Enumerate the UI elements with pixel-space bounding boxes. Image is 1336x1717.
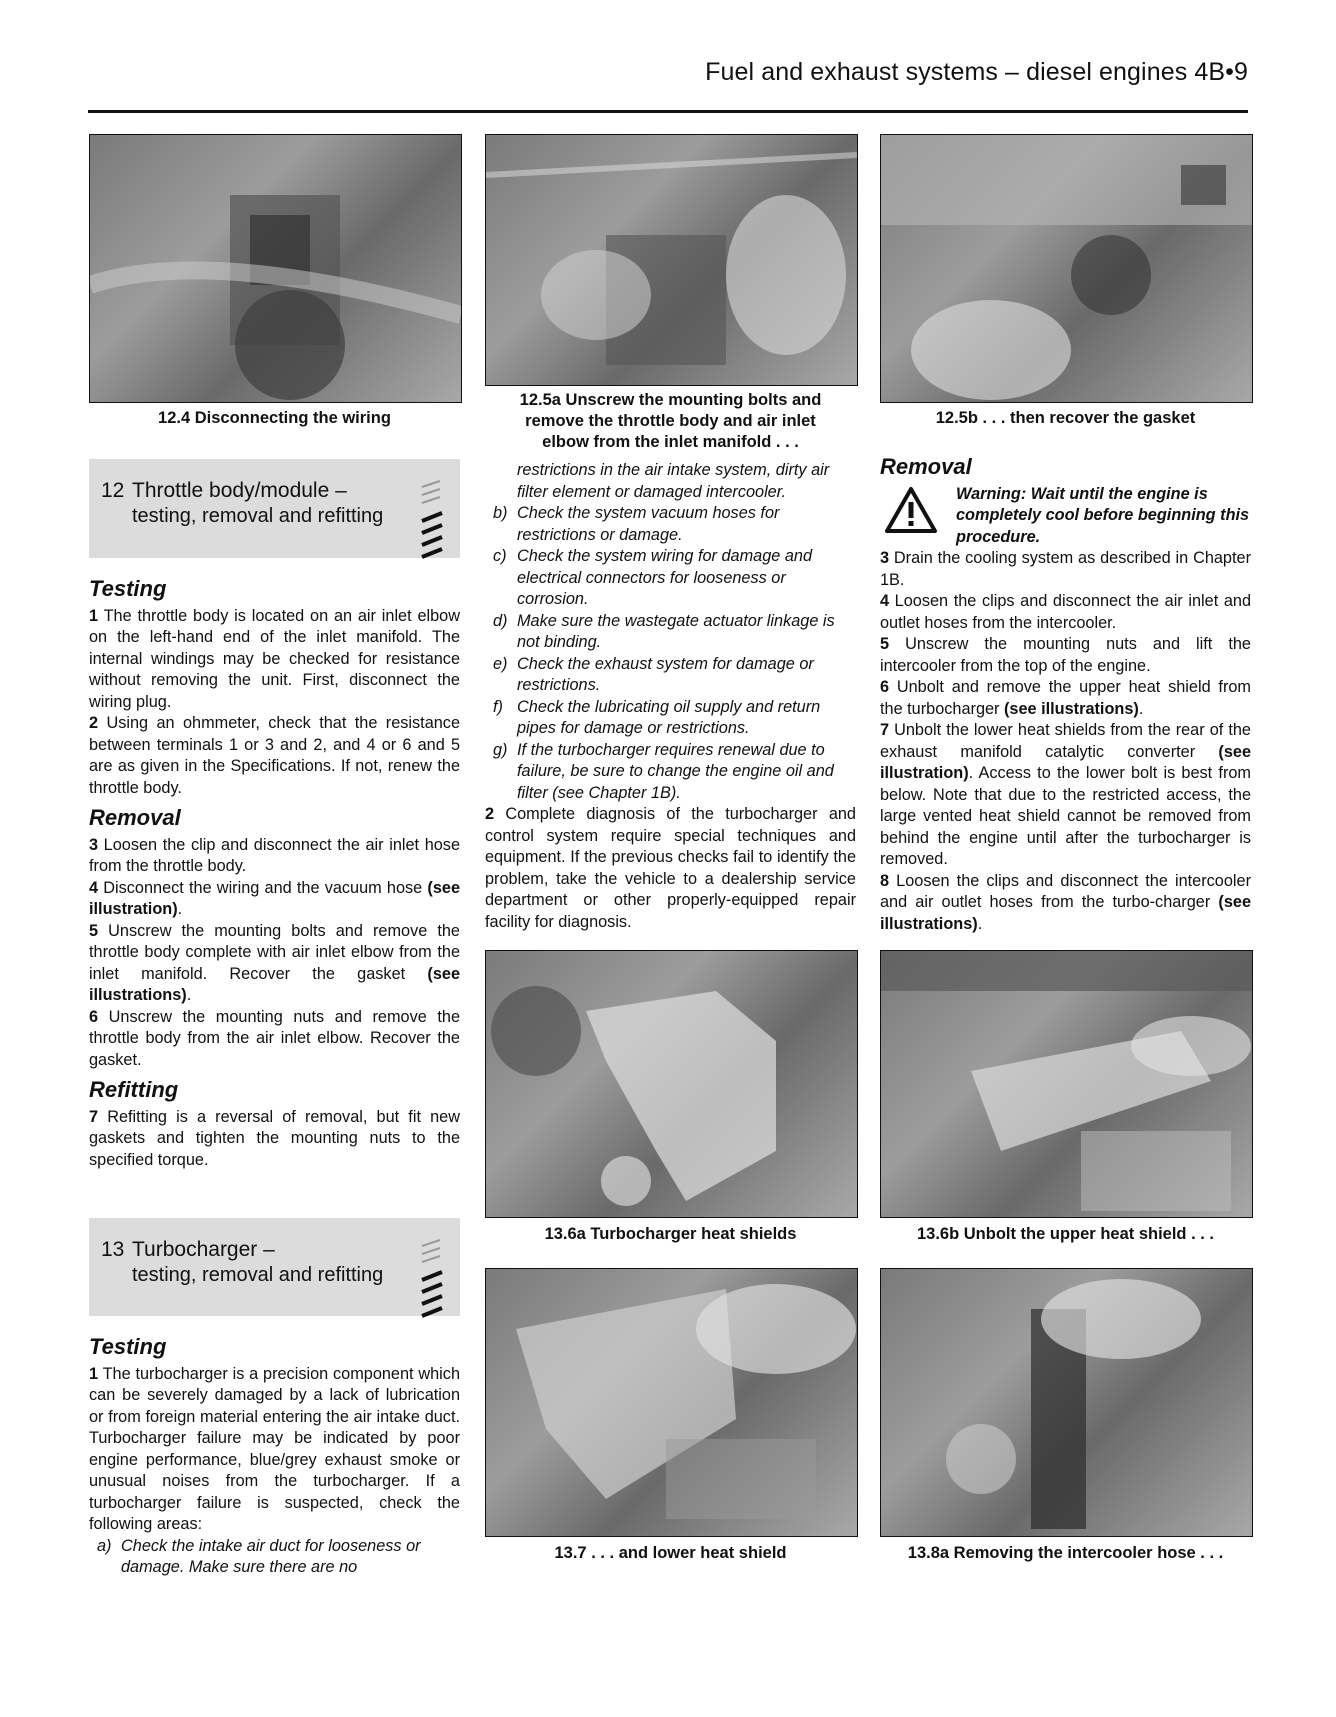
step-num: 8 [880, 871, 890, 890]
caption-13-6a: 13.6a Turbocharger heat shields [544, 1225, 797, 1243]
step-num: 4 [89, 878, 99, 897]
spanner-difficulty-icon [418, 477, 448, 563]
text: Complete diagnosis of the turbocharger and control system require special techniques and equipment. If the previous checks fail to identify the problem, take the vehicle to a dealership service department or other properly-equipped repair facility for diagnosis. [485, 805, 856, 931]
list-item-e [485, 654, 856, 697]
list-item-f [485, 697, 856, 740]
text: . [977, 914, 983, 933]
caption-12-5b: 12.5b . . . then recover the gasket [935, 409, 1196, 427]
heading-removal-turbo: Removal [880, 454, 972, 479]
section-subtitle: testing, removal and refitting [132, 1264, 384, 1286]
step-num: 3 [89, 835, 99, 854]
header-rule [88, 110, 1248, 113]
paragraph-r4 [89, 878, 460, 921]
text: Disconnect the wiring and the vacuum hose [98, 878, 428, 897]
step-num: 1 [89, 606, 99, 625]
spanner-difficulty-icon [418, 1236, 448, 1322]
text: . [177, 900, 183, 918]
list-label: b) [493, 504, 508, 522]
ref: (see illustrations) [89, 964, 460, 1004]
ref: (see illustration) [880, 742, 1251, 782]
paragraph-t2 [89, 713, 460, 799]
caption-13-6b: 13.6b Unbolt the upper heat shield . . . [916, 1225, 1215, 1243]
caption-line: elbow from the inlet manifold . . . [542, 433, 799, 451]
paragraph-r6 [89, 1007, 460, 1072]
ref: (see illustration) [89, 878, 460, 918]
list-text: Check the lubricating oil supply and return pipes for damage or restrictions. [517, 697, 821, 737]
list-label: c) [493, 547, 507, 565]
caption-13-8a: 13.8a Removing the intercooler hose . . . [907, 1544, 1224, 1562]
photo-12-5a [485, 134, 858, 386]
step-num: 3 [880, 549, 890, 567]
step-num: 2 [89, 714, 99, 732]
caption-12-5a [485, 390, 856, 453]
list-text: restrictions in the air intake system, dirty air filter element or damaged intercooler. [517, 461, 830, 501]
step-num: 5 [880, 635, 890, 653]
text: Unscrew the mounting bolts and remove the throttle body complete with air inlet elbow from the inlet manifold. Recover the gasket [89, 921, 460, 983]
step-num: 5 [89, 921, 99, 940]
text: Unbolt and remove the upper heat shield from the turbocharger [880, 678, 1251, 718]
section-title: Throttle body/module – [132, 479, 347, 502]
list-label: e) [493, 654, 508, 673]
list-label: d) [493, 611, 508, 630]
list-text: Check the exhaust system for damage or restrictions. [517, 654, 814, 694]
text: . Access to the lower bolt is best from below. Note that due to the restricted access, the large vented heat shield cannot be removed from behind the engine until after the turbocharger is removed. [880, 764, 1251, 868]
section-title: Turbocharger – [132, 1238, 275, 1261]
section-number: 13 [101, 1238, 125, 1261]
paragraph-r7 [880, 720, 1251, 871]
list-label: g) [493, 740, 508, 759]
list-item-g [485, 740, 856, 805]
caption-12-4: 12.4 Disconnecting the wiring [158, 409, 391, 427]
caption-line: 12.5a Unscrew the mounting bolts and [519, 391, 822, 409]
caption-13-7: 13.7 . . . and lower heat shield [554, 1544, 787, 1562]
caption-line: remove the throttle body and air inlet [525, 412, 816, 430]
warning-note [880, 484, 1251, 549]
step-num: 7 [89, 1107, 99, 1126]
heading-removal: Removal [89, 805, 181, 830]
text: Refitting is a reversal of removal, but fit new gaskets and tighten the mounting nuts to the specified torque. [89, 1107, 460, 1169]
list-item-b [485, 503, 856, 546]
text: Unscrew the mounting nuts and remove the throttle body from the air inlet elbow. Recover the gasket. [89, 1007, 460, 1069]
paragraph-tt1 [89, 1364, 460, 1536]
section-13-header [89, 1218, 460, 1316]
list-item-c [485, 546, 856, 611]
text: The turbocharger is a precision component which can be severely damaged by a lack of lubrication or from foreign material entering the air intake duct. Turbocharger failure may be indicated by poor engine performance, blue/grey exhaust smoke or unusual noises from the turbocharger. If a turbocharger failure is suspected, check the following areas: [89, 1364, 460, 1533]
photo-13-6a [485, 950, 858, 1218]
warning-triangle-icon [884, 486, 938, 534]
step-num: 6 [89, 1007, 99, 1026]
photo-12-4 [89, 134, 462, 403]
paragraph-p2 [485, 804, 856, 933]
ref: (see illustrations) [880, 893, 1251, 933]
photo-13-8a [880, 1268, 1253, 1537]
text: Drain the cooling system as described in Chapter 1B. [880, 549, 1251, 589]
text: Unbolt the lower heat shields from the rear of the exhaust manifold catalytic converter [880, 721, 1251, 761]
page-header-title: Fuel and exhaust systems – diesel engines 4B•9 [705, 58, 1248, 86]
paragraph-r6 [880, 677, 1251, 720]
list-text: If the turbocharger requires renewal due to failure, be sure to change the engine oil and filter (see Chapter 1B). [517, 740, 834, 802]
step-num: 4 [880, 592, 890, 610]
section-number: 12 [101, 479, 125, 502]
text: Unscrew the mounting nuts and lift the intercooler from the top of the engine. [880, 635, 1251, 675]
paragraph-r3 [880, 548, 1251, 591]
step-num: 2 [485, 805, 495, 823]
list-text: Check the system wiring for damage and electrical connectors for looseness or corrosion. [517, 547, 813, 608]
heading-testing-turbo: Testing [89, 1334, 167, 1359]
text: Loosen the clip and disconnect the air inlet hose from the throttle body. [89, 835, 460, 875]
paragraph-t1 [89, 606, 460, 714]
photo-13-6b [880, 950, 1253, 1218]
step-num: 1 [89, 1364, 99, 1383]
list-label: f) [493, 697, 503, 716]
ref: (see illustrations) [1004, 699, 1139, 718]
photo-12-5b [880, 134, 1253, 403]
text: . [1138, 699, 1144, 718]
list-text: Check the intake air duct for looseness or damage. Make sure there are no [121, 1536, 421, 1576]
step-num: 7 [880, 721, 890, 739]
paragraph-r8 [880, 871, 1251, 936]
heading-testing: Testing [89, 576, 167, 601]
paragraph-r4 [880, 591, 1251, 634]
section-subtitle: testing, removal and refitting [132, 505, 384, 527]
text: Loosen the clips and disconnect the intercooler and air outlet hoses from the turbo-charger [880, 871, 1251, 911]
list-text: Check the system vacuum hoses for restrictions or damage. [517, 504, 780, 544]
paragraph-r3 [89, 835, 460, 878]
step-num: 6 [880, 678, 890, 696]
text: Using an ohmmeter, check that the resistance between terminals 1 or 3 and 2, and 4 or 6 and 5 are as given in the Specifications. If not, renew the throttle body. [89, 714, 460, 797]
paragraph-f7 [89, 1107, 460, 1172]
section-12-header [89, 459, 460, 558]
list-text: Make sure the wastegate actuator linkage is not binding. [517, 611, 835, 651]
list-item-a-cont [485, 460, 856, 503]
heading-refitting: Refitting [89, 1077, 179, 1102]
paragraph-r5 [880, 634, 1251, 677]
text: . [186, 986, 192, 1004]
paragraph-r5 [89, 921, 460, 1007]
list-label: a) [97, 1536, 112, 1555]
warning-text: Warning: Wait until the engine is completely cool before beginning this procedure. [956, 484, 1250, 546]
list-item-a [89, 1536, 460, 1579]
text: Loosen the clips and disconnect the air inlet and outlet hoses from the intercooler. [880, 592, 1251, 632]
text: The throttle body is located on an air inlet elbow on the left-hand end of the inlet manifold. The internal windings may be checked for resistance without removing the unit. First, disconnect the wiring plug. [89, 606, 460, 711]
list-item-d [485, 611, 856, 654]
photo-13-7 [485, 1268, 858, 1537]
